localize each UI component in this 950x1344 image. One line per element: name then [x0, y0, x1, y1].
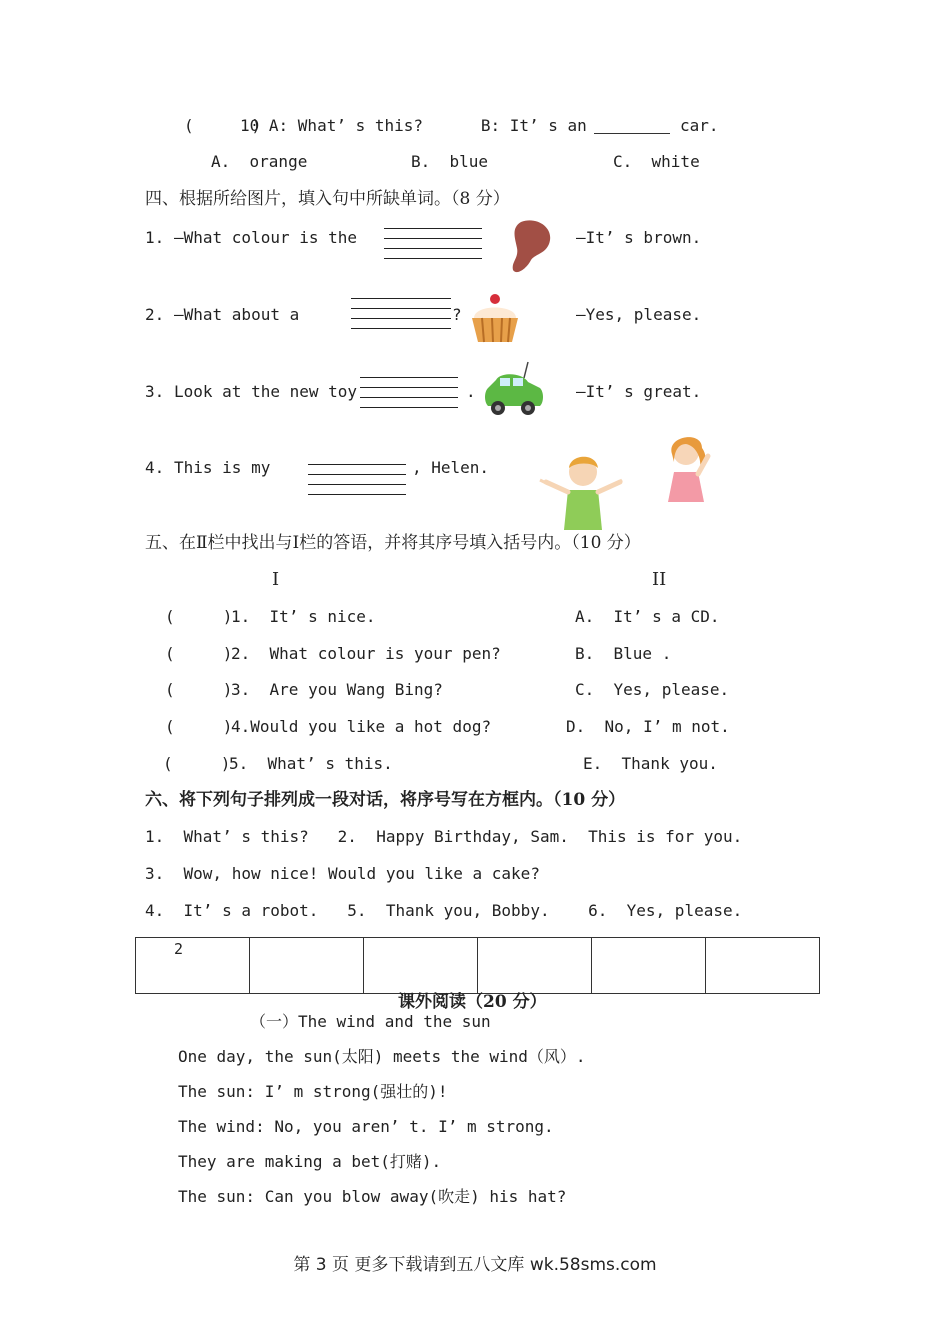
s5-row4-question: 4.Would you like a hot dog? [231, 717, 492, 736]
toy-car-icon [482, 360, 546, 420]
s4-item3-num: 3. [145, 382, 165, 401]
s4-item1-writing-lines[interactable] [384, 228, 482, 268]
section5-col1-heading: I [272, 569, 280, 590]
reading-line-1: One day, the sun(太阳) meets the wind（风）. [178, 1047, 586, 1066]
q10-text: 10 A: What’ s this? B: It’ s an [240, 116, 587, 135]
page-footer: 第 3 页 更多下载请到五八文库 wk.58sms.com [293, 1255, 657, 1275]
s4-item1-num: 1. [145, 228, 165, 247]
section4-title: 四、根据所给图片，填入句中所缺单词。（8 分） [145, 189, 510, 209]
s4-item2-prompt: —What about a [174, 305, 300, 324]
reading-line-2: The sun: I’ m strong(强壮的)! [178, 1082, 448, 1101]
s4-item2-writing-lines[interactable] [351, 298, 451, 338]
s6-line2: 3. Wow, how nice! Would you like a cake? [145, 864, 540, 883]
answer-box[interactable] [706, 938, 820, 994]
q10-blank[interactable] [594, 113, 670, 134]
s5-row3-answer: C. Yes, please. [575, 680, 730, 699]
answer-box[interactable] [478, 938, 592, 994]
s4-item3-prompt: Look at the new toy [174, 382, 358, 401]
s5-row4-answer: D. No, I’ m not. [566, 717, 730, 736]
reading-line-4: They are making a bet(打赌). [178, 1152, 442, 1171]
s4-item4-after: , Helen. [412, 458, 490, 477]
q10-tail: car. [680, 116, 719, 135]
q10-option-a[interactable]: A. orange [211, 152, 308, 171]
s4-item2-reply: —Yes, please. [576, 305, 702, 324]
s4-item2-num: 2. [145, 305, 165, 324]
answer-box[interactable]: 2 [136, 938, 250, 994]
s6-line3: 4. It’ s a robot. 5. Thank you, Bobby. 6. Yes, please. [145, 901, 743, 920]
s4-item3-after: . [466, 382, 476, 401]
brown-leaf-icon [505, 218, 553, 276]
s5-row1-answer: A. It’ s a CD. [575, 607, 720, 626]
s5-row4-paren[interactable]: ( ) [165, 717, 233, 736]
answer-box[interactable] [592, 938, 706, 994]
girl-character-icon [662, 432, 714, 506]
section5-title: 五、在Ⅱ栏中找出与Ⅰ栏的答语，并将其序号填入括号内。（10 分） [145, 533, 641, 553]
cupcake-icon [468, 290, 522, 346]
s4-item3-reply: —It’ s great. [576, 382, 702, 401]
s5-row5-question: 5. What’ s this. [229, 754, 393, 773]
s4-item1-reply: —It’ s brown. [576, 228, 702, 247]
s4-item4-writing-lines[interactable] [308, 464, 406, 504]
reading-subtitle: （一）The wind and the sun [250, 1012, 491, 1031]
s5-row1-paren[interactable]: ( ) [165, 607, 233, 626]
s4-item3-writing-lines[interactable] [360, 377, 458, 417]
s4-item2-after: ? [452, 305, 462, 324]
s4-item4-prompt: This is my [174, 458, 271, 477]
q10-paren[interactable]: ( ) [184, 116, 262, 135]
order-answer-boxes [135, 937, 820, 994]
boy-character-icon [536, 452, 628, 532]
section6-title: 六、将下列句子排列成一段对话，将序号写在方框内。（10 分） [145, 790, 626, 810]
section5-col2-heading: II [652, 569, 667, 590]
s5-row2-question: 2. What colour is your pen? [231, 644, 501, 663]
s5-row5-paren[interactable]: ( ) [163, 754, 231, 773]
s6-line1: 1. What’ s this? 2. Happy Birthday, Sam. This is for you. [145, 827, 743, 846]
s5-row2-paren[interactable]: ( ) [165, 644, 233, 663]
s5-row2-answer: B. Blue . [575, 644, 672, 663]
reading-line-5: The sun: Can you blow away(吹走) his hat? [178, 1187, 567, 1206]
reading-line-3: The wind: No, you aren’ t. I’ m strong. [178, 1117, 554, 1136]
reading-title: 课外阅读（20 分） [398, 992, 547, 1012]
q10-option-b[interactable]: B. blue [411, 152, 489, 171]
s4-item1-prompt: —What colour is the [174, 228, 358, 247]
s5-row5-answer: E. Thank you. [583, 754, 718, 773]
s5-row1-question: 1. It’ s nice. [231, 607, 376, 626]
s5-row3-paren[interactable]: ( ) [165, 680, 233, 699]
answer-box[interactable] [250, 938, 364, 994]
s4-item4-num: 4. [145, 458, 165, 477]
answer-box[interactable] [364, 938, 478, 994]
q10-option-c[interactable]: C. white [613, 152, 700, 171]
s5-row3-question: 3. Are you Wang Bing? [231, 680, 443, 699]
